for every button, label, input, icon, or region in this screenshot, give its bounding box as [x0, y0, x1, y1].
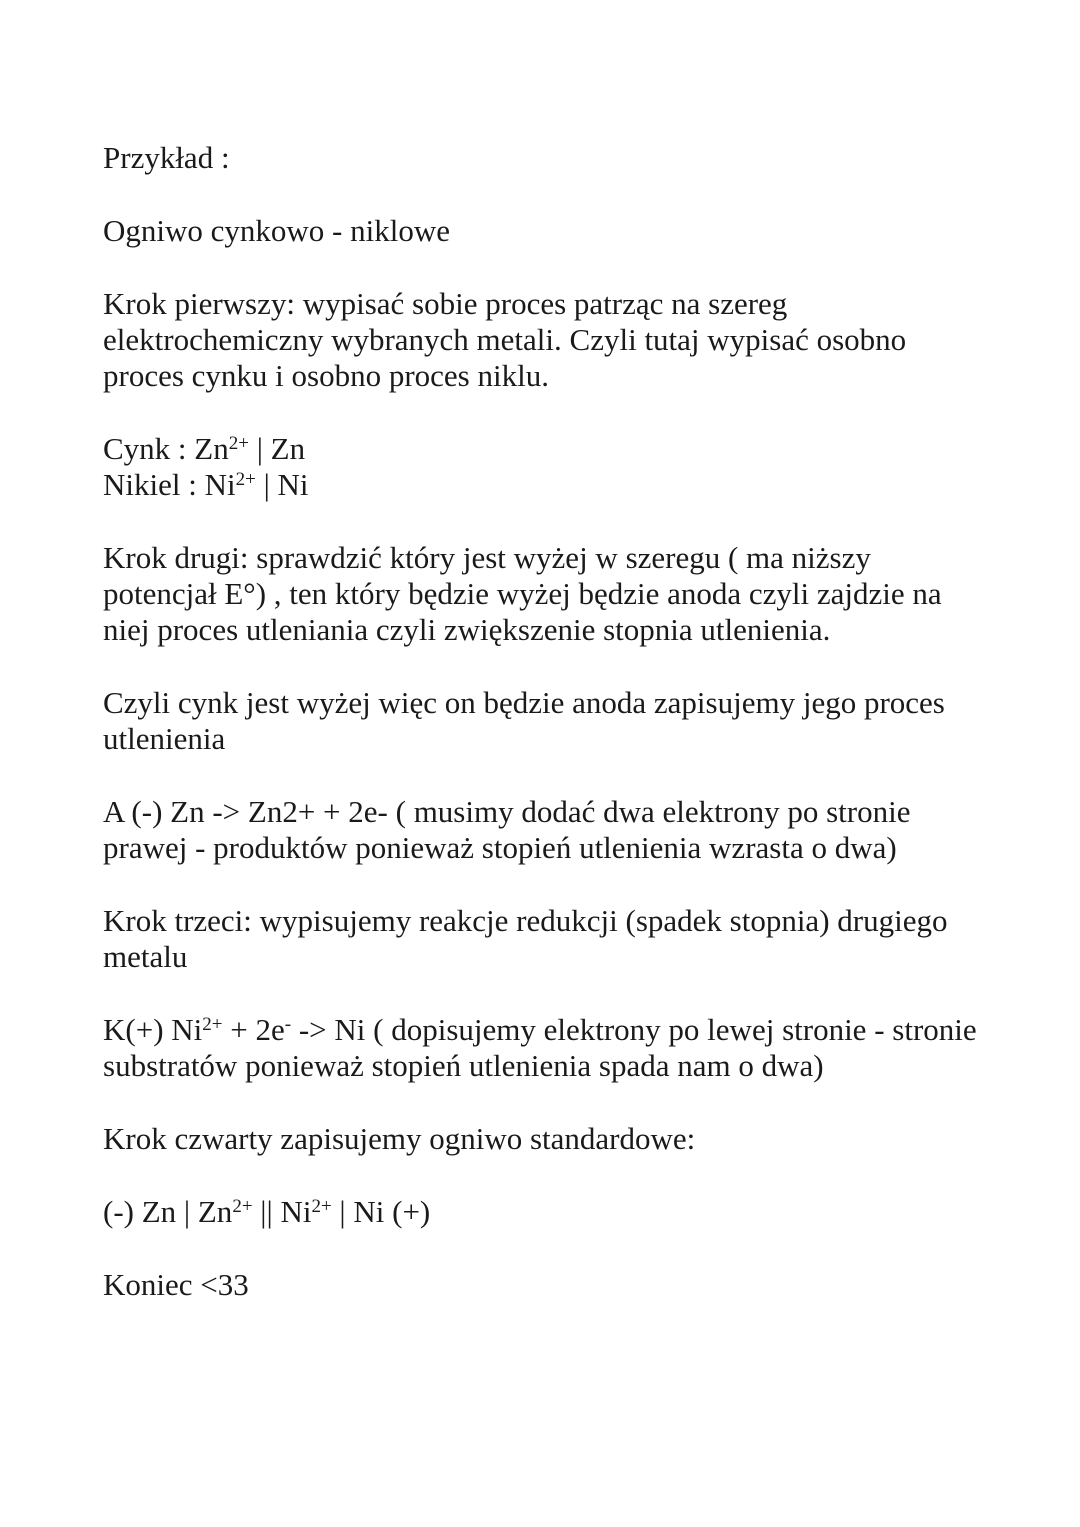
conclusion-line-1: Czyli cynk jest wyżej więc on będzie anoda zapisujemy jego proces [103, 685, 945, 720]
cell-notation [103, 1194, 430, 1235]
step2-line-1: Krok drugi: sprawdzić który jest wyżej w szeregu ( ma niższy [103, 540, 871, 575]
cathode-a: K(+) Ni [103, 1012, 203, 1047]
step1-line-1: Krok pierwszy: wypisać sobie proces patrząc na szereg [103, 286, 788, 321]
zinc-prefix: Cynk : Zn [103, 431, 229, 466]
nickel-line [103, 467, 309, 508]
heading: Przykład : [103, 140, 230, 175]
cathode-c: -> Ni ( dopisujemy elektrony po lewej stronie - stronie [291, 1012, 977, 1047]
step3-line-1: Krok trzeci: wypisujemy reakcje redukcji (spadek stopnia) drugiego [103, 903, 948, 938]
cathode-charge: 2+ [202, 1014, 223, 1035]
step1-line-3: proces cynku i osobno proces niklu. [103, 358, 549, 393]
zinc-charge: 2+ [228, 433, 249, 454]
cell-nickel-charge: 2+ [311, 1196, 332, 1217]
nickel-prefix: Nikiel : Ni [103, 467, 236, 502]
nickel-suffix: | Ni [255, 467, 309, 502]
step2-line-2: potencjał E°) , ten który będzie wyżej będzie anoda czyli zajdzie na [103, 576, 942, 611]
anode-line-1: A (-) Zn -> Zn2+ + 2e- ( musimy dodać dwa elektrony po stronie [103, 794, 911, 829]
nickel-charge: 2+ [235, 469, 256, 490]
cell-zinc-charge: 2+ [232, 1196, 253, 1217]
zinc-suffix: | Zn [248, 431, 306, 466]
conclusion-line-2: utlenienia [103, 721, 226, 756]
cell-b: || Ni [252, 1194, 312, 1229]
ending: Koniec <33 [103, 1267, 249, 1302]
zinc-line [103, 431, 305, 472]
step3-line-2: metalu [103, 939, 188, 974]
cathode-electron-charge: - [284, 1014, 292, 1035]
step1-line-2: elektrochemiczny wybranych metali. Czyli tutaj wypisać osobno [103, 322, 907, 357]
cathode-line-2: substratów ponieważ stopień utlenienia spada nam o dwa) [103, 1048, 824, 1083]
step2-line-3: niej proces utleniania czyli zwiększenie stopnia utlenienia. [103, 612, 831, 647]
cell-a: (-) Zn | Zn [103, 1194, 233, 1229]
cell-c: | Ni (+) [331, 1194, 431, 1229]
step4-line: Krok czwarty zapisujemy ogniwo standardowe: [103, 1121, 696, 1156]
cathode-b: + 2e [222, 1012, 285, 1047]
subtitle: Ogniwo cynkowo - niklowe [103, 213, 450, 248]
anode-line-2: prawej - produktów ponieważ stopień utlenienia wzrasta o dwa) [103, 830, 897, 865]
cathode-line-1 [103, 1012, 977, 1053]
